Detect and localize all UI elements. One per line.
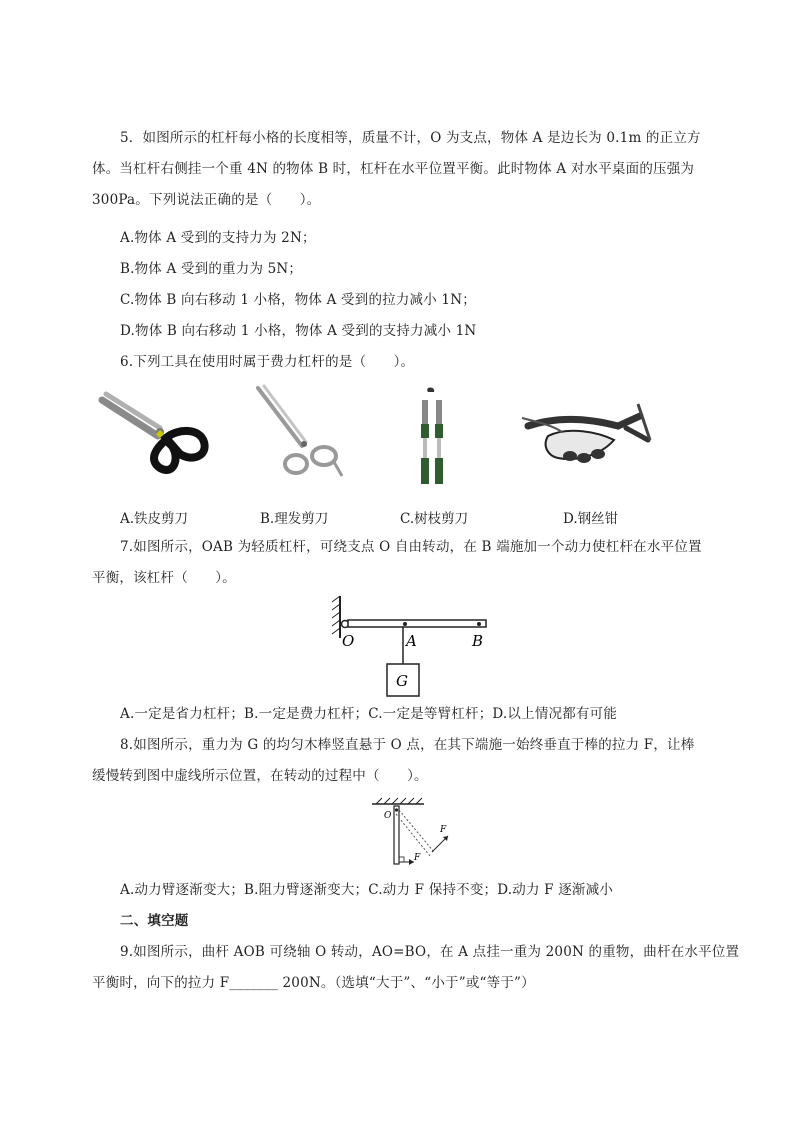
- q5-line3: 300Pa。下列说法正确的是（ ）。: [92, 192, 321, 208]
- label-a: A: [406, 632, 417, 650]
- label-g: G: [396, 672, 408, 690]
- q6-stem: 6.下列工具在使用时属于费力杠杆的是（ ）。: [120, 354, 415, 370]
- branch-shears-image: [400, 386, 470, 491]
- caption-d: D.钢丝钳: [563, 511, 619, 527]
- label-b: B: [472, 632, 484, 650]
- label-o: O: [384, 811, 392, 821]
- q5-option-d: D.物体 B 向右移动 1 小格，物体 A 受到的支持力减小 1N: [120, 323, 477, 339]
- section-title: 二、填空题: [120, 913, 189, 929]
- hair-scissors-image: [250, 384, 350, 489]
- label-f-dashed: F: [440, 825, 447, 835]
- q9-line2: 平衡时，向下的拉力 F_______ 200N。（选填“大于”、“小于”或“等于”）: [92, 975, 535, 991]
- wire-pliers-image: [518, 396, 668, 476]
- q5-line2: 体。当杠杆右侧挂一个重 4N 的物体 B 时，杠杆在水平位置平衡。此时物体 A 对水平桌面的压强为: [92, 161, 695, 177]
- label-f: F: [414, 853, 421, 863]
- rotating-rod-diagram-q8: [368, 796, 468, 868]
- q5-line1: 5．如图所示的杠杆每小格的长度相等，质量不计，O 为支点，物体 A 是边长为 0.1m 的正立方: [120, 130, 701, 146]
- lever-diagram-q7: [330, 594, 500, 700]
- q7-options: A.一定是省力杠杆；B.一定是费力杠杆；C.一定是等臂杠杆；D.以上情况都有可能: [120, 706, 618, 722]
- q5-option-b: B.物体 A 受到的重力为 5N；: [120, 261, 303, 277]
- caption-c: C.树枝剪刀: [400, 511, 469, 527]
- q7-line1: 7.如图所示，OAB 为轻质杠杆，可绕支点 O 自由转动，在 B 端施加一个动力使杠杆在水平位置: [120, 539, 702, 555]
- q8-line1: 8.如图所示，重力为 G 的均匀木棒竖直悬于 O 点，在其下端施一始终垂直于棒的拉力 F，让棒: [120, 737, 695, 753]
- tin-snips-image: [96, 388, 216, 488]
- q7-line2: 平衡，该杠杆（ ）。: [92, 570, 236, 586]
- q9-line1: 9.如图所示，曲杆 AOB 可绕轴 O 转动，AO=BO，在 A 点挂一重为 200N 的重物，曲杆在水平位置: [120, 944, 740, 960]
- q5-option-c: C.物体 B 向右移动 1 小格，物体 A 受到的拉力减小 1N；: [120, 292, 476, 308]
- label-o: O: [342, 632, 355, 650]
- caption-b: B.理发剪刀: [260, 511, 329, 527]
- caption-a: A.铁皮剪刀: [120, 511, 189, 527]
- q8-options: A.动力臂逐渐变大；B.阻力臂逐渐变大；C.动力 F 保持不变；D.动力 F 逐渐减小: [120, 882, 614, 898]
- q5-option-a: A.物体 A 受到的支持力为 2N；: [120, 230, 316, 246]
- q8-line2: 缓慢转到图中虚线所示位置，在转动的过程中（ ）。: [92, 768, 428, 784]
